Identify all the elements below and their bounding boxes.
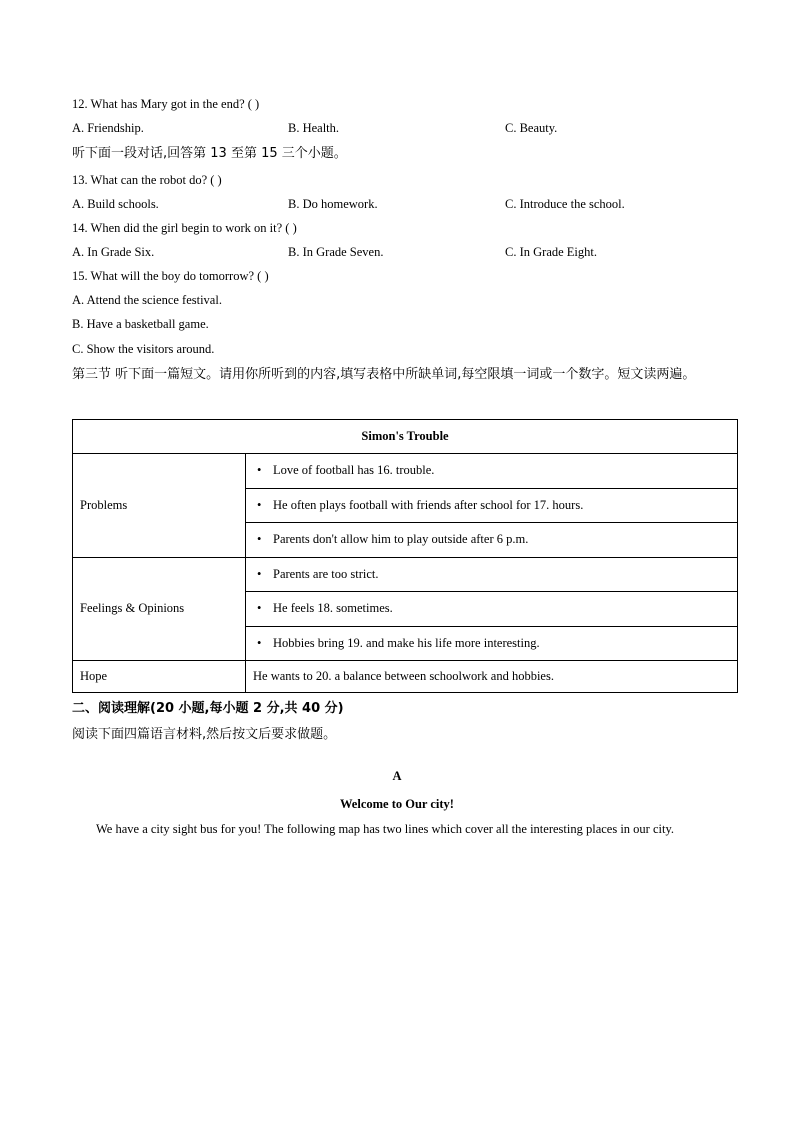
bullet-icon: • (257, 497, 262, 512)
question-12-option-c: C. Beauty. (505, 121, 558, 135)
bullet-icon: • (257, 532, 262, 547)
item-text: Hobbies bring 19. and make his life more interesting. (273, 635, 540, 650)
question-14-option-a: A. In Grade Six. (72, 245, 155, 259)
table-row (246, 523, 738, 558)
item-text: He feels 18. sometimes. (273, 601, 393, 616)
passage-letter: A (392, 769, 402, 783)
bullet-icon: • (257, 463, 262, 478)
table-row (246, 488, 738, 523)
item-text: Love of football has 16. trouble. (273, 463, 435, 478)
question-13-option-c: C. Introduce the school. (505, 197, 625, 211)
question-14-option-c: C. In Grade Eight. (505, 245, 597, 259)
question-12-stem: 12. What has Mary got in the end? ( ) (72, 97, 260, 111)
question-15-option-b: B. Have a basketball game. (72, 317, 209, 331)
category-problems: Problems (73, 454, 246, 558)
dialog-instruction: 听下面一段对话,回答第 13 至第 15 三个小题。 (72, 146, 347, 161)
question-13-option-b: B. Do homework. (288, 197, 378, 211)
passage-title: Welcome to Our city! (340, 797, 454, 811)
question-13-stem: 13. What can the robot do? ( ) (72, 173, 222, 187)
hope-text: He wants to 20. a balance between schoolwork and hobbies. (246, 661, 738, 693)
passage-body: We have a city sight bus for you! The following map has two lines which cover all the interesting places in our city. (96, 822, 675, 836)
item-text: Parents are too strict. (273, 566, 379, 581)
table-row (246, 557, 738, 592)
category-hope: Hope (73, 661, 246, 693)
bullet-icon: • (257, 635, 262, 650)
question-15-option-a: A. Attend the science festival. (72, 293, 222, 307)
bullet-icon: • (257, 566, 262, 581)
table-row (246, 626, 738, 661)
category-feelings-opinions: Feelings & Opinions (73, 557, 246, 661)
question-15-stem: 15. What will the boy do tomorrow? ( ) (72, 269, 269, 283)
question-15-option-c: C. Show the visitors around. (72, 342, 215, 356)
question-14-option-b: B. In Grade Seven. (288, 245, 384, 259)
simons-trouble-table (72, 419, 738, 693)
part-2-instruction: 阅读下面四篇语言材料,然后按文后要求做题。 (72, 727, 337, 742)
table-title: Simon's Trouble (73, 420, 738, 454)
question-14-stem: 14. When did the girl begin to work on it? ( ) (72, 221, 297, 235)
item-text: He often plays football with friends after school for 17. hours. (273, 497, 584, 512)
part-2-heading: 二、阅读理解(20 小题,每小题 2 分,共 40 分) (72, 701, 344, 716)
question-13-option-a: A. Build schools. (72, 197, 159, 211)
section-3-instruction: 第三节 听下面一篇短文。请用你所听到的内容,填写表格中所缺单词,每空限填一词或一个数字。短文读两遍。 (72, 367, 696, 382)
question-12-option-b: B. Health. (288, 121, 340, 135)
table-row (246, 454, 738, 489)
table-row (246, 592, 738, 627)
item-text: Parents don't allow him to play outside after 6 p.m. (273, 532, 529, 547)
bullet-icon: • (257, 601, 262, 616)
question-12-option-a: A. Friendship. (72, 121, 144, 135)
